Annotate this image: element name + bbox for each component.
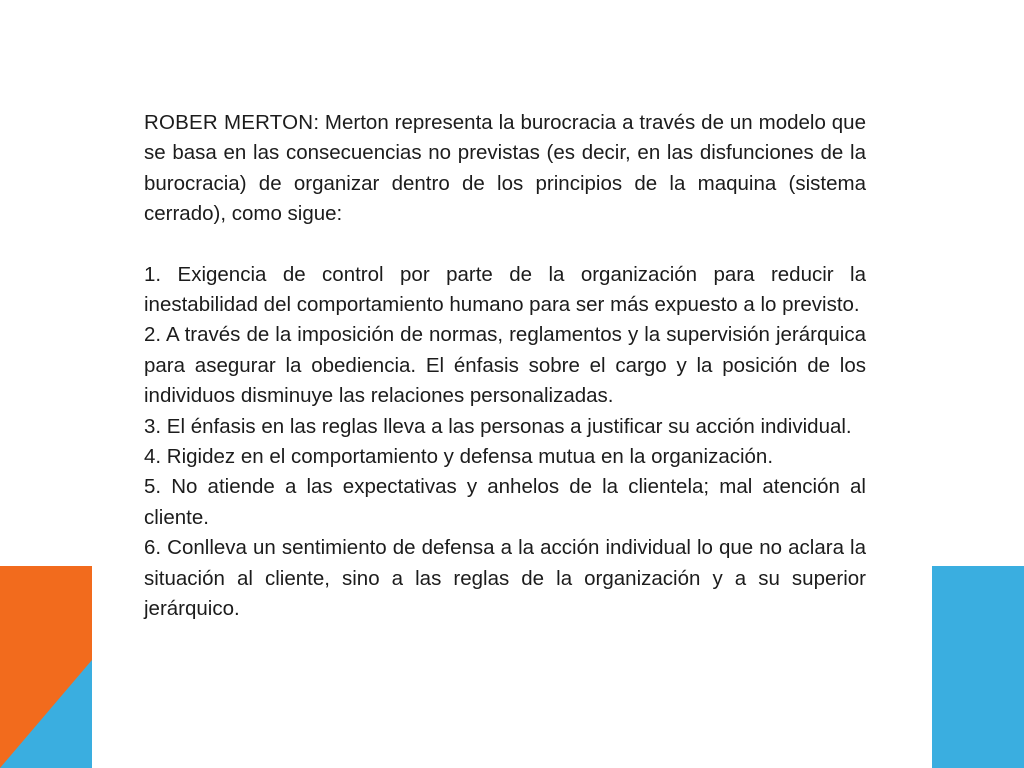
author-name: ROBER MERTON (144, 111, 314, 134)
intro-paragraph (144, 108, 866, 230)
point-2: 2. A través de la imposición de normas, reglamentos y la supervisión jerárquica para asegurar la obediencia. El énfasis sobre el cargo y la posición de los individuos disminuye las relaciones personalizadas. (144, 323, 866, 408)
slide-body (144, 108, 866, 625)
intro-text: : Merton representa la burocracia a través de un modelo que se basa en las consecuencias no previstas (es decir, en las disfunciones de la burocracia) de organizar dentro de los principios de la maquina (sistema cerrado), como sigue: (144, 111, 866, 226)
point-4: 4. Rigidez en el comportamiento y defensa mutua en la organización. (144, 445, 774, 469)
point-5: 5. No atiende a las expectativas y anhelos de la clientela; mal atención al cliente. (144, 475, 866, 529)
point-6: 6. Conlleva un sentimiento de defensa a la acción individual lo que no aclara la situación al cliente, sino a las reglas de la organización y a su superior jerárquico. (144, 536, 866, 621)
point-3: 3. El énfasis en las reglas lleva a las personas a justificar su acción individual. (144, 414, 852, 438)
paragraph-spacer (144, 230, 866, 260)
point-1: 1. Exigencia de control por parte de la organización para reducir la inestabilidad del comportamiento humano para ser más expuesto a lo previsto. (144, 262, 866, 317)
